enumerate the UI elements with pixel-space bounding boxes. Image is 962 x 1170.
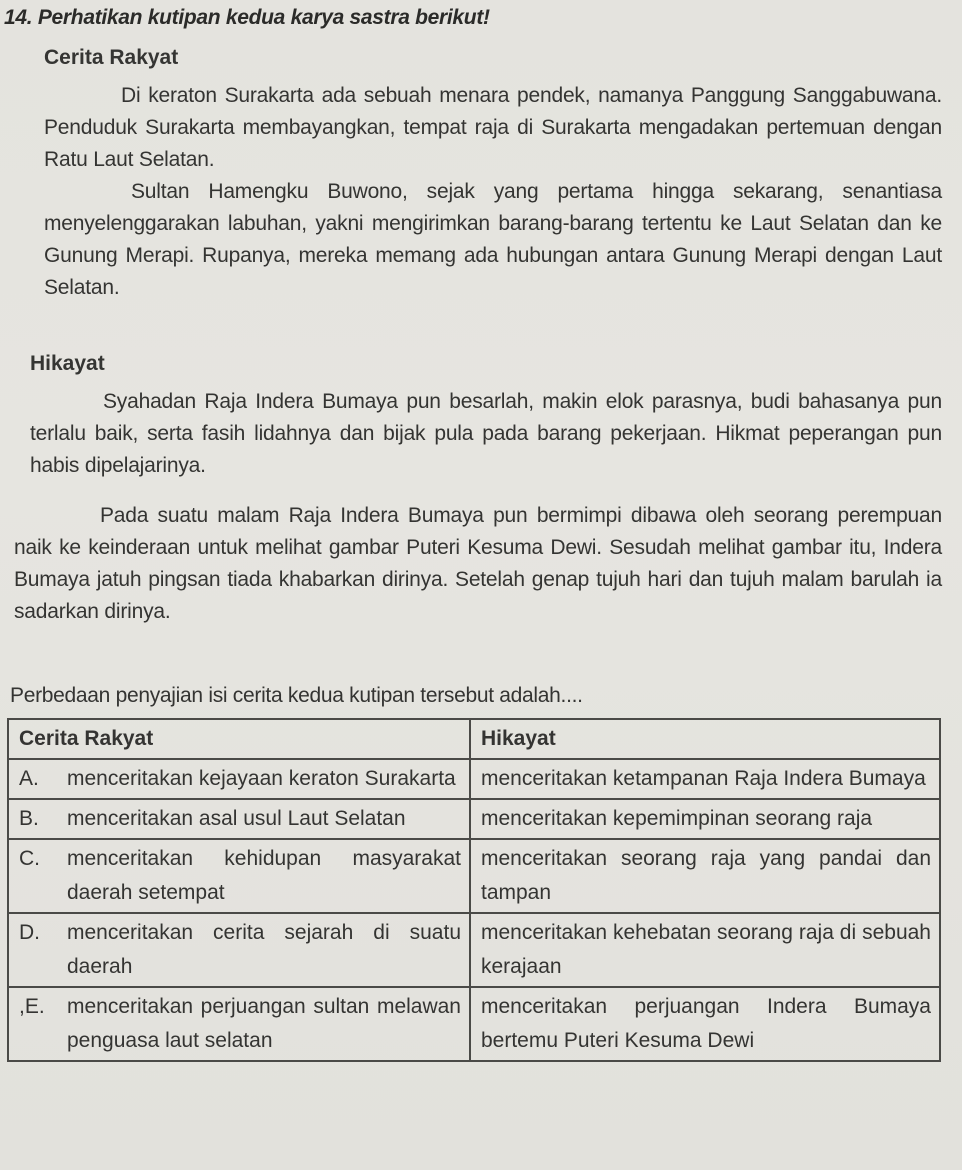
option-b-cerita-rakyat-text: menceritakan asal usul Laut Selatan: [67, 807, 406, 830]
hikayat-paragraph-2: Pada suatu malam Raja Indera Bumaya pun bermimpi dibawa oleh seorang perempuan naik ke keinderaan untuk melihat gambar Puteri Kesuma Dewi. Sesudah melihat gambar itu, Indera Bumaya jatuh pingsan tiada khabarkan dirinya. Setelah genap tujuh hari dan tujuh malam barulah ia sadarkan dirinya.: [14, 504, 942, 623]
option-letter: A.: [19, 767, 39, 790]
question-prompt: Perbedaan penyajian isi cerita kedua kutipan tersebut adalah....: [10, 684, 583, 707]
option-c-cerita-rakyat-cell: [8, 839, 470, 913]
table-header-row: [8, 719, 940, 759]
answer-options-table: [7, 718, 941, 1062]
option-c-hikayat-text: menceritakan seorang raja yang pandai dan tampan: [481, 847, 931, 904]
option-b-hikayat-cell: [470, 799, 940, 839]
option-c-cerita-rakyat-text: menceritakan kehidupan masyarakat daerah setempat: [67, 847, 461, 904]
option-row-e[interactable]: [8, 987, 940, 1061]
option-row-b[interactable]: [8, 799, 940, 839]
option-b-hikayat-text: menceritakan kepemimpinan seorang raja: [481, 807, 873, 830]
option-row-d[interactable]: [8, 913, 940, 987]
option-a-hikayat-text: menceritakan ketampanan Raja Indera Bumaya: [481, 767, 926, 790]
option-d-cerita-rakyat-cell: [8, 913, 470, 987]
option-b-cerita-rakyat-cell: [8, 799, 470, 839]
option-letter: B.: [19, 807, 39, 830]
option-e-hikayat-cell: [470, 987, 940, 1061]
hikayat-paragraph-1: Syahadan Raja Indera Bumaya pun besarlah, makin elok parasnya, budi bahasanya pun terlalu baik, serta fasih lidahnya dan bijak pula pada barang pekerjaan. Hikmat peperangan pun habis dipelajarinya.: [30, 390, 942, 477]
option-a-cerita-rakyat-text: menceritakan kejayaan keraton Surakarta: [67, 767, 456, 790]
cerita-rakyat-heading: Cerita Rakyat: [44, 46, 179, 69]
option-d-hikayat-text: menceritakan kehebatan seorang raja di sebuah kerajaan: [481, 921, 931, 978]
option-e-cerita-rakyat-text: menceritakan perjuangan sultan melawan penguasa laut selatan: [67, 995, 461, 1052]
header-cerita-rakyat: Cerita Rakyat: [8, 719, 470, 759]
option-c-hikayat-cell: [470, 839, 940, 913]
option-d-hikayat-cell: [470, 913, 940, 987]
option-letter: C.: [19, 847, 40, 870]
cerita-rakyat-paragraph-2: Sultan Hamengku Buwono, sejak yang pertama hingga sekarang, senantiasa menyelenggarakan labuhan, yakni mengirimkan barang-barang tertentu ke Laut Selatan dan ke Gunung Merapi. Rupanya, mereka memang ada hubungan antara Gunung Merapi dengan Laut Selatan.: [44, 180, 942, 299]
cerita-rakyat-paragraph-1: Di keraton Surakarta ada sebuah menara pendek, namanya Panggung Sanggabuwana. Penduduk Surakarta membayangkan, tempat raja di Surakarta mengadakan pertemuan dengan Ratu Laut Selatan.: [44, 84, 942, 171]
option-a-cerita-rakyat-cell: [8, 759, 470, 799]
option-letter: ,E.: [19, 995, 45, 1018]
option-letter: D.: [19, 921, 40, 944]
option-row-a[interactable]: [8, 759, 940, 799]
option-d-cerita-rakyat-text: menceritakan cerita sejarah di suatu daerah: [67, 921, 461, 978]
hikayat-heading: Hikayat: [30, 352, 105, 375]
option-a-hikayat-cell: [470, 759, 940, 799]
option-e-cerita-rakyat-cell: [8, 987, 470, 1061]
header-hikayat: Hikayat: [470, 719, 940, 759]
option-e-hikayat-text: menceritakan perjuangan Indera Bumaya bertemu Puteri Kesuma Dewi: [481, 995, 931, 1052]
option-row-c[interactable]: [8, 839, 940, 913]
question-instruction: 14. Perhatikan kutipan kedua karya sastra berikut!: [4, 6, 490, 29]
